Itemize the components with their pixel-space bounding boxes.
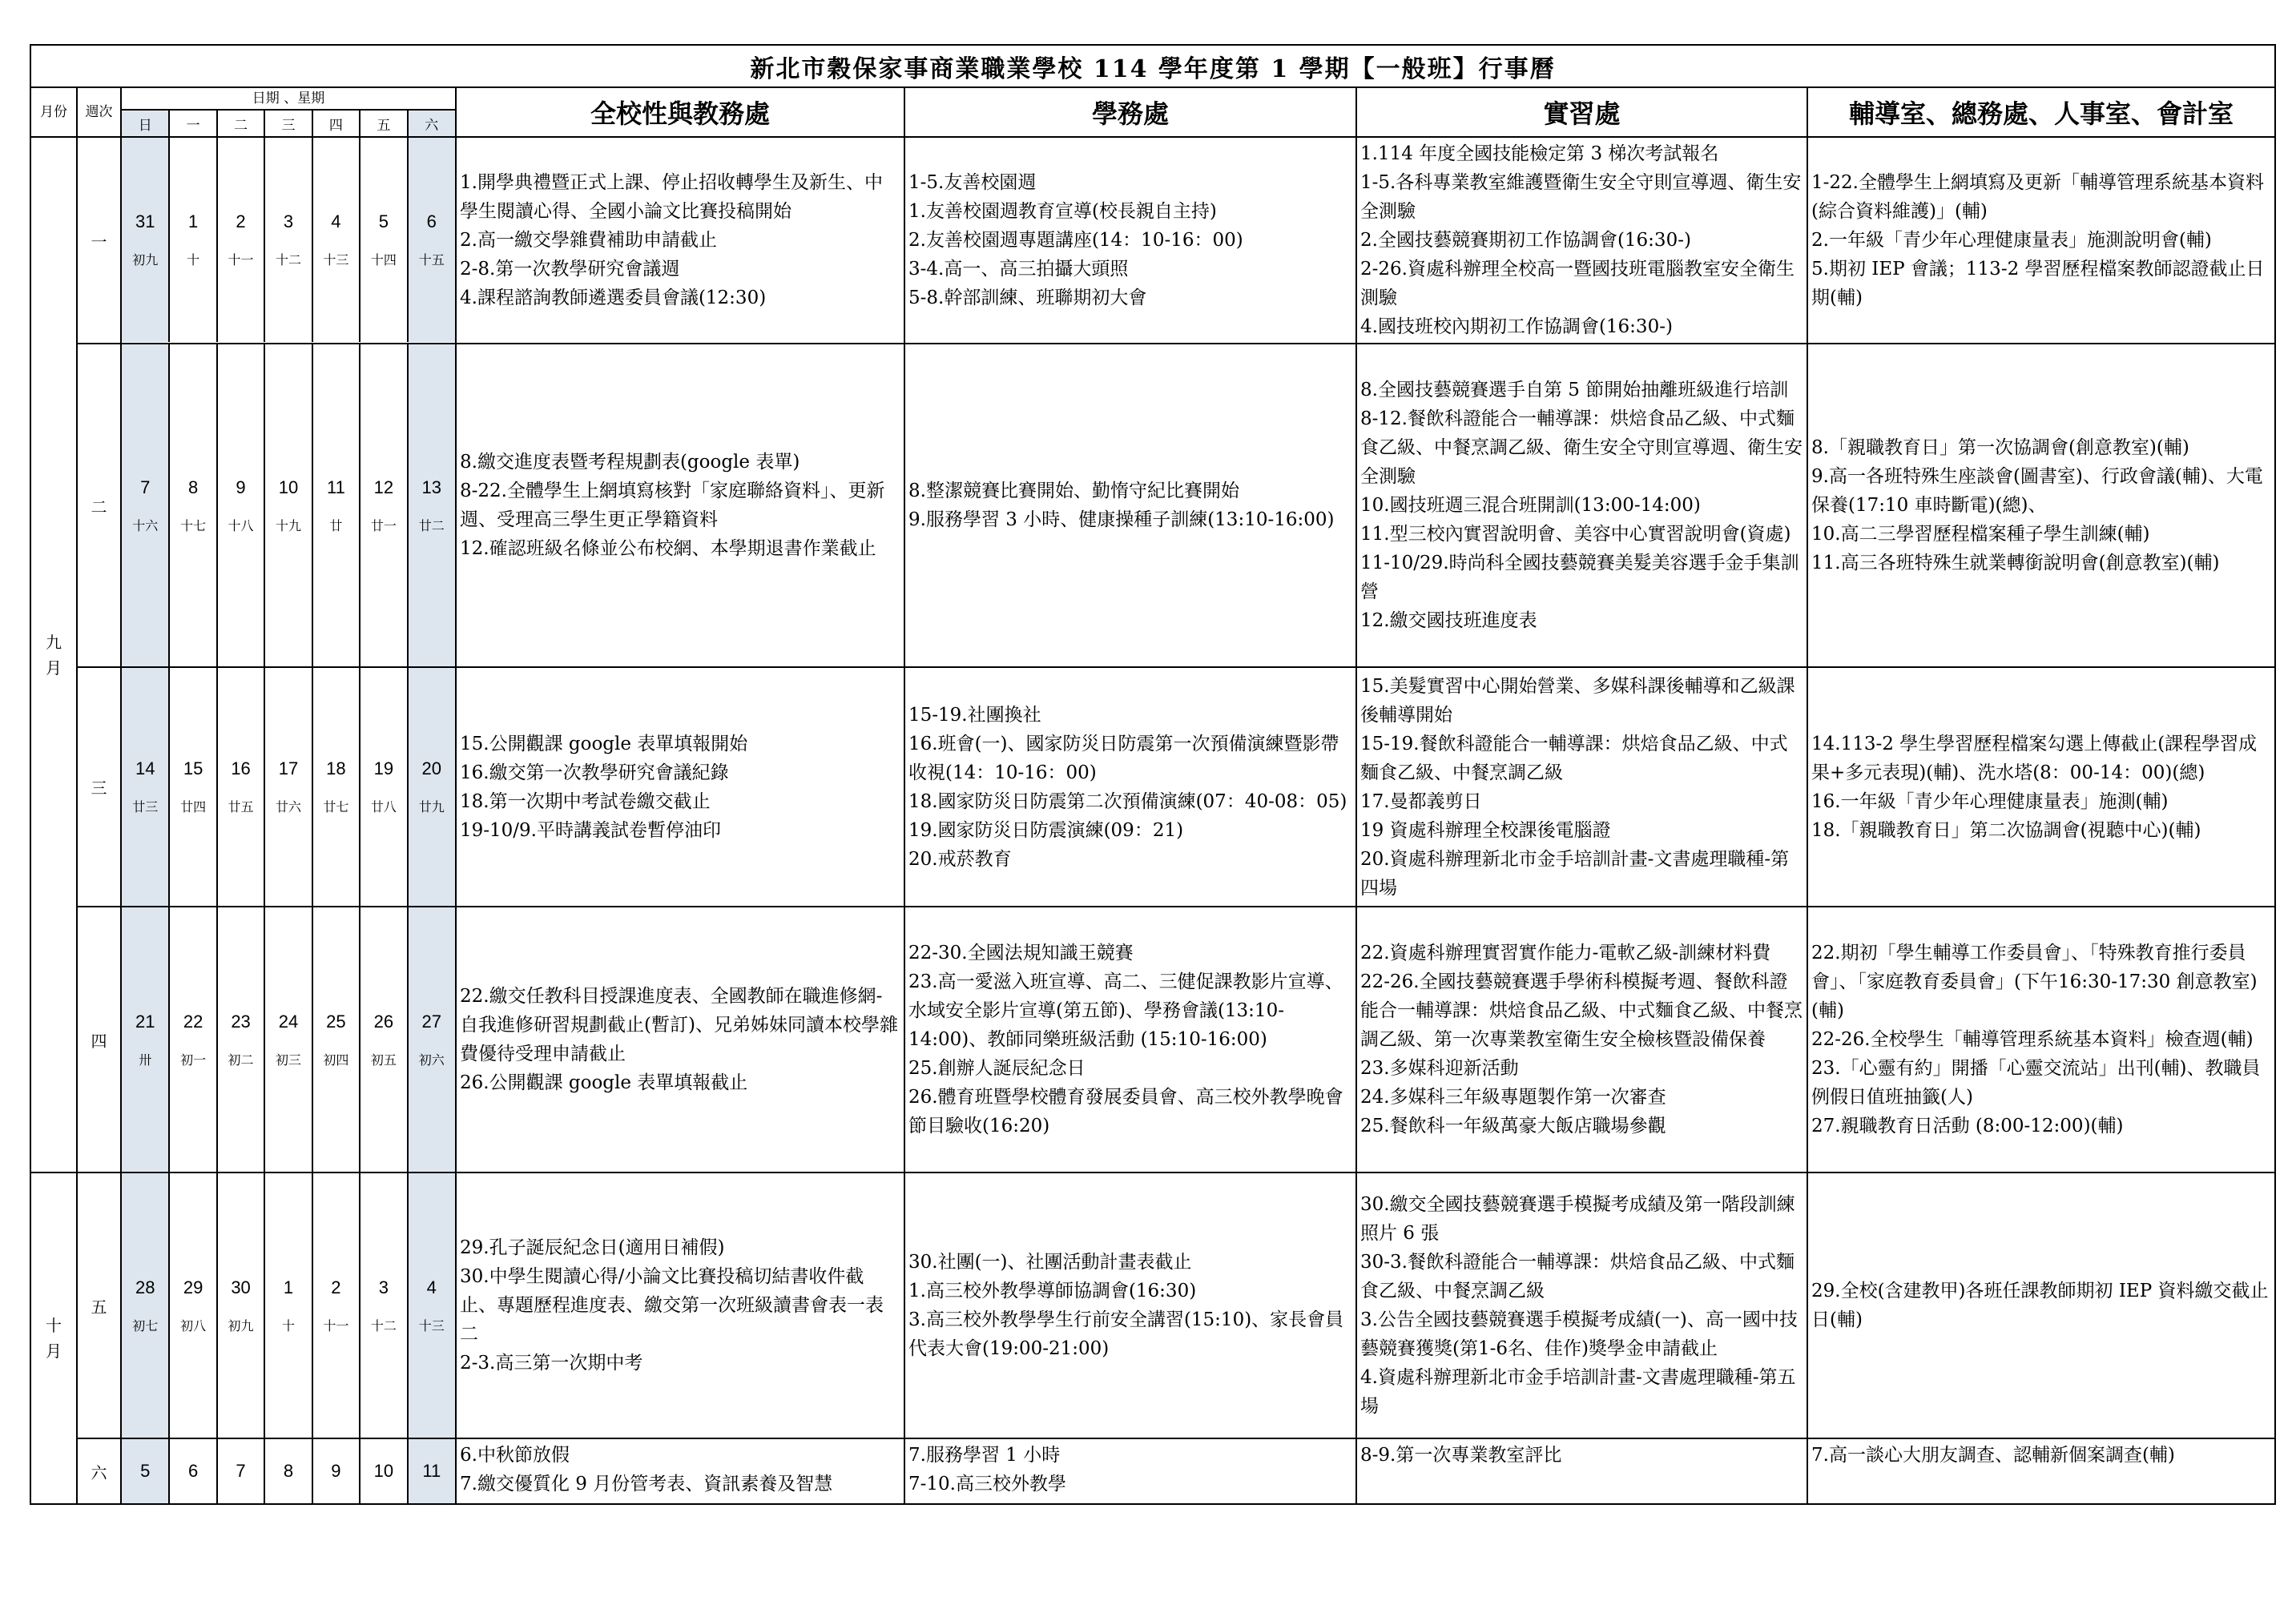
events-practice: [1356, 1438, 1807, 1504]
week-row: [30, 344, 2275, 667]
event-item: 19 資處科辦理全校課後電腦證: [1360, 819, 1611, 841]
event-item: 23.「心靈有約」開播「心靈交流站」出刊(輔)、教職員例假日值班抽籤(人): [1811, 1058, 2261, 1108]
day-cell: [408, 907, 455, 1172]
event-item: 19-10/9.平時講義試卷暫停油印: [460, 819, 721, 841]
event-item: 1-5.友善校園週: [908, 172, 1037, 193]
event-item: 7.服務學習 1 小時: [908, 1445, 1061, 1466]
lunar-date: 十八: [228, 517, 254, 533]
month-label: 九 月: [30, 137, 77, 1173]
events-student-affairs: [904, 137, 1356, 344]
month-label: 十 月: [30, 1173, 77, 1504]
day-number: 10: [373, 1461, 394, 1481]
day-number: 20: [421, 758, 441, 778]
event-item: 2.全國技藝競賽期初工作協調會(16:30-): [1360, 230, 1691, 251]
event-item: 8-12.餐飲科證能合一輔導課：烘焙食品乙級、中式麵食乙級、中餐烹調乙級、衛生安全守則宣導週、衛生安全測驗: [1360, 408, 1803, 487]
day-cell: [360, 138, 407, 342]
day-number: 3: [283, 211, 294, 231]
events-academic: [456, 137, 904, 344]
event-item: 17.曼都義剪日: [1360, 790, 1482, 812]
event-item: 22-26.全國技藝競賽選手學術科模擬考週、餐飲科證能合一輔導課：烘焙食品乙級、中式麵食乙級、中餐烹調乙級、第一次專業教室衛生安全檢核暨設備保養: [1360, 971, 1803, 1050]
day-number: 1: [283, 1277, 294, 1297]
event-item: 11.型三校內實習說明會、美容中心實習說明會(資處): [1360, 524, 1791, 545]
day-name-thu: 四: [312, 111, 360, 136]
event-item: 15.美髮實習中心開始營業、多媒科課後輔導和乙級課後輔導開始: [1360, 675, 1795, 726]
week-header: 週次: [77, 87, 121, 137]
calendar-sheet: [30, 44, 2276, 1505]
day-cell: [169, 1439, 216, 1503]
day-number: 12: [373, 477, 394, 497]
event-item: 26.公開觀課 google 表單填報截止: [460, 1072, 748, 1093]
event-item: 9.高一各班特殊生座談會(圖書室)、行政會議(輔)、大電保養(17:10 車時斷電)(總)、: [1811, 466, 2263, 516]
events-practice: [1356, 1173, 1807, 1438]
day-cell: [312, 668, 360, 906]
day-number: 11: [326, 477, 345, 497]
day-number: 4: [426, 1277, 437, 1297]
day-number: 9: [331, 1461, 341, 1481]
event-item: 6.中秋節放假: [460, 1445, 570, 1466]
day-number: 8: [283, 1461, 294, 1481]
event-item: 25.創辦人誕辰紀念日: [908, 1058, 1086, 1079]
lunar-date: 初六: [418, 1052, 445, 1068]
event-item: 29.孔子誕辰紀念日(適用日補假): [460, 1237, 725, 1258]
day-cell: [408, 668, 455, 906]
day-number: 28: [135, 1277, 155, 1297]
lunar-date: 十六: [132, 517, 159, 533]
event-item: 1-22.全體學生上網填寫及更新「輔導管理系統基本資料(綜合資料維護)」(輔): [1811, 172, 2264, 222]
event-item: 30.繳交全國技藝競賽選手模擬考成績及第一階段訓練照片 6 張: [1360, 1194, 1795, 1244]
event-item: 2.友善校園週專題講座(14：10-16：00): [908, 230, 1243, 251]
day-name-mon: 一: [169, 111, 216, 136]
week-number: 五: [77, 1173, 121, 1438]
event-item: 12.繳交國技班進度表: [1360, 610, 1537, 631]
day-number: 5: [140, 1461, 151, 1481]
events-student-affairs: [904, 667, 1356, 907]
event-item: 18.國家防災日防震第二次預備演練(07：40-08：05): [908, 790, 1347, 812]
lunar-date: 廿一: [370, 517, 397, 533]
event-item: 22.繳交任教科目授課進度表、全國教師在職進修網-自我進修研習規劃截止(暫訂)、兄弟姊妹同讀本校學雜費優待受理申請截止: [460, 986, 898, 1064]
week-dates: [121, 667, 456, 907]
event-item: 8.整潔競賽比賽開始、勤惰守紀比賽開始: [908, 481, 1239, 501]
lunar-date: 十九: [275, 517, 301, 533]
day-cell: [360, 1439, 407, 1503]
events-student-affairs: [904, 1173, 1356, 1438]
event-item: 8-9.第一次專業教室評比: [1360, 1445, 1562, 1466]
event-item: 25.餐飲科一年級萬豪大飯店職場參觀: [1360, 1116, 1666, 1136]
event-item: 4.課程諮詢教師遴選委員會議(12:30): [460, 288, 767, 308]
events-student-affairs: [904, 907, 1356, 1173]
lunar-date: 初三: [275, 1052, 301, 1068]
day-cell: [217, 138, 264, 342]
week-row: [30, 137, 2275, 344]
week-dates: [121, 344, 456, 667]
week-number: 二: [77, 344, 121, 667]
day-number: 15: [183, 758, 203, 778]
day-name-fri: 五: [360, 111, 407, 136]
event-item: 3.公告全國技藝競賽選手模擬考成績(一)、高一國中技藝競賽獲獎(第1-6名、佳作)獎學金申請截止: [1360, 1309, 1798, 1359]
day-cell: [312, 907, 360, 1172]
lunar-date: 廿七: [323, 799, 349, 815]
day-cell: [312, 344, 360, 666]
event-item: 2.高一繳交學雜費補助申請截止: [460, 230, 717, 251]
event-item: 20.資處科辦理新北市金手培訓計畫-文書處理職種-第四場: [1360, 848, 1790, 899]
lunar-date: 廿五: [228, 799, 254, 815]
event-item: 1.高三校外教學導師協調會(16:30): [908, 1281, 1197, 1301]
lunar-date: 廿四: [180, 799, 207, 815]
day-cell: [408, 1439, 455, 1503]
events-practice: [1356, 907, 1807, 1173]
day-number: 22: [183, 1011, 203, 1032]
event-item: 3.高三校外教學學生行前安全講習(15:10)、家長會員代表大會(19:00-21:00): [908, 1309, 1344, 1359]
day-number: 27: [421, 1011, 441, 1032]
day-number: 6: [426, 211, 437, 231]
event-item: 30.社團(一)、社團活動計畫表截止: [908, 1252, 1192, 1273]
day-cell: [312, 138, 360, 342]
event-item: 15-19.社團換社: [908, 704, 1041, 726]
week-row: [30, 1438, 2275, 1504]
event-item: 14.113-2 學生學習歷程檔案勾選上傳截止(課程學習成果+多元表現)(輔)、洗水塔(8：00-14：00)(總): [1811, 733, 2258, 783]
dept-header-practice: 實習處: [1356, 87, 1807, 137]
lunar-date: 初四: [323, 1052, 349, 1068]
day-cell: [122, 344, 169, 666]
day-number: 3: [378, 1277, 389, 1297]
dept-header-others: 輔導室、總務處、人事室、會計室: [1807, 87, 2275, 137]
day-cell: [312, 1439, 360, 1503]
week-dates: [121, 1173, 456, 1438]
day-number: 4: [331, 211, 341, 231]
day-cell: [122, 668, 169, 906]
day-number: 6: [188, 1461, 199, 1481]
event-item: 23.高一愛滋入班宣導、高二、三健促課教影片宣導、水域安全影片宣導(第五節)、學務會議(13:10-14:00)、教師同樂班級活動 (15:10-16:00): [908, 971, 1343, 1050]
day-cell: [122, 138, 169, 342]
event-item: 15-19.餐飲科證能合一輔導課：烘焙食品乙級、中式麵食乙級、中餐烹調乙級: [1360, 733, 1788, 783]
lunar-date: 十三: [418, 1317, 445, 1333]
event-item: 4.資處科辦理新北市金手培訓計畫-文書處理職種-第五場: [1360, 1367, 1796, 1417]
day-cell: [169, 344, 216, 666]
event-item: 23.多媒科迎新活動: [1360, 1058, 1519, 1079]
day-number: 21: [135, 1011, 155, 1032]
event-item: 20.戒菸教育: [908, 848, 1012, 870]
lunar-date: 初八: [180, 1317, 207, 1333]
lunar-date: 十五: [418, 252, 445, 267]
lunar-date: 十: [281, 1317, 295, 1333]
events-academic: [456, 344, 904, 667]
lunar-date: 廿六: [275, 799, 301, 815]
day-number: 11: [422, 1461, 441, 1481]
event-item: 16.繳交第一次教學研究會議紀錄: [460, 762, 729, 783]
event-item: 10.國技班週三混合班開訓(13:00-14:00): [1360, 495, 1701, 516]
event-item: 18.「親職教育日」第二次協調會(視聽中心)(輔): [1811, 819, 2201, 841]
day-number: 30: [231, 1277, 251, 1297]
day-cell: [169, 668, 216, 906]
day-cell: [360, 344, 407, 666]
week-row: [30, 667, 2275, 907]
events-others: [1807, 1173, 2275, 1438]
lunar-date: 廿九: [418, 799, 445, 815]
day-number: 2: [236, 211, 246, 231]
events-others: [1807, 344, 2275, 667]
week-dates: [121, 1438, 456, 1504]
day-cell: [312, 1173, 360, 1438]
day-name-sun: 日: [122, 111, 169, 136]
day-cell: [264, 344, 312, 666]
week-dates: [121, 137, 456, 344]
day-cell: [217, 907, 264, 1172]
event-item: 30-3.餐飲科證能合一輔導課：烘焙食品乙級、中式麵食乙級、中餐烹調乙級: [1360, 1252, 1795, 1301]
events-others: [1807, 667, 2275, 907]
day-cell: [264, 907, 312, 1172]
events-others: [1807, 1438, 2275, 1504]
lunar-date: 廿二: [418, 517, 445, 533]
day-cell: [169, 907, 216, 1172]
event-item: 12.確認班級名條並公布校網、本學期退書作業截止: [460, 538, 876, 559]
events-student-affairs: [904, 344, 1356, 667]
day-cell: [169, 138, 216, 342]
day-cell: [360, 907, 407, 1172]
event-item: 1.開學典禮暨正式上課、停止招收轉學生及新生、中學生閱讀心得、全國小論文比賽投稿開始: [460, 172, 883, 222]
events-practice: [1356, 667, 1807, 907]
event-item: 8.繳交進度表暨考程規劃表(google 表單): [460, 452, 800, 473]
day-name-sat: 六: [408, 111, 455, 136]
event-item: 2-26.資處科辦理全校高一暨國技班電腦教室安全衛生測驗: [1360, 259, 1795, 308]
day-number: 13: [421, 477, 441, 497]
lunar-date: 十: [187, 252, 200, 267]
day-cell: [217, 1173, 264, 1438]
event-item: 8.「親職教育日」第一次協調會(創意教室)(輔): [1811, 437, 2189, 458]
lunar-date: 廿: [329, 517, 343, 533]
day-cell: [264, 1173, 312, 1438]
day-number: 25: [326, 1011, 346, 1032]
day-number: 9: [236, 477, 246, 497]
event-item: 18.第一次期中考試卷繳交截止: [460, 790, 711, 812]
event-item: 7-10.高三校外教學: [908, 1474, 1066, 1494]
event-item: 22-26.全校學生「輔導管理系統基本資料」檢查週(輔): [1811, 1029, 2254, 1050]
day-number: 31: [135, 211, 155, 231]
calendar-table: [30, 44, 2276, 1505]
day-number: 17: [278, 758, 299, 778]
lunar-date: 十七: [180, 517, 207, 533]
event-item: 3-4.高一、高三拍攝大頭照: [908, 259, 1129, 280]
weeks-body: [30, 137, 2275, 1504]
day-number: 7: [236, 1461, 246, 1481]
event-item: 1.友善校園週教育宣導(校長親自主持): [908, 201, 1217, 222]
day-cell: [360, 1173, 407, 1438]
event-item: 30.中學生閱讀心得/小論文比賽投稿切結書收件截止、專題歷程進度表、繳交第一次班級讀書會表一表二: [460, 1266, 884, 1345]
day-cell: [217, 344, 264, 666]
week-row: [30, 907, 2275, 1173]
event-item: 24.多媒科三年級專題製作第一次審查: [1360, 1087, 1666, 1108]
day-number: 7: [140, 477, 151, 497]
lunar-date: 初二: [228, 1052, 254, 1068]
day-number: 18: [326, 758, 346, 778]
events-academic: [456, 1438, 904, 1504]
lunar-date: 十四: [370, 252, 397, 267]
day-name-tue: 二: [217, 111, 264, 136]
lunar-date: 十一: [323, 1317, 349, 1333]
event-item: 8.全國技藝競賽選手自第 5 節開始抽離班級進行培訓: [1360, 380, 1789, 400]
event-item: 27.親職教育日活動 (8:00-12:00)(輔): [1811, 1116, 2124, 1136]
event-item: 7.繳交優質化 9 月份管考表、資訊素養及智慧: [460, 1474, 833, 1494]
events-academic: [456, 1173, 904, 1438]
week-row: [30, 1173, 2275, 1438]
day-number: 16: [231, 758, 251, 778]
day-cell: [122, 1439, 169, 1503]
events-others: [1807, 137, 2275, 344]
day-cell: [264, 138, 312, 342]
date-weekday-header: 日期 、星期: [121, 87, 456, 110]
events-practice: [1356, 344, 1807, 667]
day-number: 2: [331, 1277, 341, 1297]
event-item: 2-3.高三第一次期中考: [460, 1353, 643, 1374]
dept-header-academic: 全校性與教務處: [456, 87, 904, 137]
lunar-date: 廿八: [370, 799, 397, 815]
day-names-row: [121, 110, 456, 137]
day-number: 1: [188, 211, 199, 231]
event-item: 5-8.幹部訓練、班聯期初大會: [908, 288, 1147, 308]
event-item: 11-10/29.時尚科全國技藝競賽美髮美容選手金手集訓營: [1360, 553, 1799, 602]
event-item: 29.全校(含建教甲)各班任課教師期初 IEP 資料繳交截止日(輔): [1811, 1281, 2269, 1330]
day-number: 24: [278, 1011, 299, 1032]
lunar-date: 初九: [132, 252, 159, 267]
lunar-date: 十一: [228, 252, 254, 267]
month-header: 月份: [30, 87, 77, 137]
day-number: 8: [188, 477, 199, 497]
event-item: 1-5.各科專業教室維護暨衛生安全守則宣導週、衛生安全測驗: [1360, 172, 1802, 222]
lunar-date: 十二: [370, 1317, 397, 1333]
event-item: 8-22.全體學生上網填寫核對「家庭聯絡資料」、更新週、受理高三學生更正學籍資料: [460, 481, 885, 530]
day-number: 19: [373, 758, 394, 778]
events-academic: [456, 907, 904, 1173]
day-number: 23: [231, 1011, 251, 1032]
lunar-date: 初五: [370, 1052, 397, 1068]
lunar-date: 初七: [132, 1317, 159, 1333]
day-cell: [408, 344, 455, 666]
day-cell: [264, 668, 312, 906]
lunar-date: 廿三: [132, 799, 159, 815]
day-number: 26: [373, 1011, 394, 1032]
day-cell: [217, 668, 264, 906]
event-item: 22-30.全國法規知識王競賽: [908, 943, 1134, 963]
events-practice: [1356, 137, 1807, 344]
event-item: 2-8.第一次教學研究會議週: [460, 259, 680, 280]
event-item: 22.期初「學生輔導工作委員會」、「特殊教育推行委員會」、「家庭教育委員會」(下午16:30-17:30 創意教室)(輔): [1811, 943, 2258, 1021]
events-academic: [456, 667, 904, 907]
lunar-date: 初一: [180, 1052, 207, 1068]
lunar-date: 初九: [228, 1317, 254, 1333]
day-number: 5: [378, 211, 389, 231]
day-cell: [408, 1173, 455, 1438]
event-item: 9.服務學習 3 小時、健康操種子訓練(13:10-16:00): [908, 509, 1335, 530]
event-item: 16.班會(一)、國家防災日防震第一次預備演練暨影帶收視(14：10-16：00): [908, 733, 1339, 783]
day-cell: [264, 1439, 312, 1503]
event-item: 26.體育班暨學校體育發展委員會、高三校外教學晚會節目驗收(16:20): [908, 1087, 1343, 1136]
event-item: 2.一年級「青少年心理健康量表」施測說明會(輔): [1811, 230, 2212, 251]
day-cell: [360, 668, 407, 906]
event-item: 10.高二三學習歷程檔案種子學生訓練(輔): [1811, 524, 2150, 545]
event-item: 15.公開觀課 google 表單填報開始: [460, 733, 748, 754]
dept-header-student-affairs: 學務處: [904, 87, 1356, 137]
event-item: 11.高三各班特殊生就業轉銜說明會(創意教室)(輔): [1811, 553, 2220, 573]
day-cell: [122, 907, 169, 1172]
week-number: 六: [77, 1438, 121, 1504]
day-number: 14: [135, 758, 155, 778]
day-cell: [217, 1439, 264, 1503]
event-item: 7.高一談心大朋友調查、認輔新個案調查(輔): [1811, 1445, 2175, 1466]
event-item: 4.國技班校內期初工作協調會(16:30-): [1360, 316, 1673, 337]
event-item: 5.期初 IEP 會議；113-2 學習歷程檔案教師認證截止日期(輔): [1811, 259, 2265, 308]
day-cell: [169, 1173, 216, 1438]
lunar-date: 卅: [139, 1052, 152, 1068]
week-number: 一: [77, 137, 121, 344]
lunar-date: 十三: [323, 252, 349, 267]
day-cell: [408, 138, 455, 342]
event-item: 1.114 年度全國技能檢定第 3 梯次考試報名: [1360, 143, 1719, 164]
day-number: 29: [183, 1277, 203, 1297]
day-number: 10: [278, 477, 299, 497]
week-number: 四: [77, 907, 121, 1173]
day-cell: [122, 1173, 169, 1438]
week-dates: [121, 907, 456, 1173]
event-item: 22.資處科辦理實習實作能力-電軟乙級-訓練材料費: [1360, 943, 1771, 963]
day-name-wed: 三: [264, 111, 312, 136]
calendar-title: 新北市穀保家事商業職業學校 114 學年度第 1 學期【一般班】行事曆: [30, 45, 2275, 87]
event-item: 16.一年級「青少年心理健康量表」施測(輔): [1811, 790, 2169, 812]
events-student-affairs: [904, 1438, 1356, 1504]
week-number: 三: [77, 667, 121, 907]
lunar-date: 十二: [275, 252, 301, 267]
events-others: [1807, 907, 2275, 1173]
event-item: 19.國家防災日防震演練(09：21): [908, 819, 1184, 841]
